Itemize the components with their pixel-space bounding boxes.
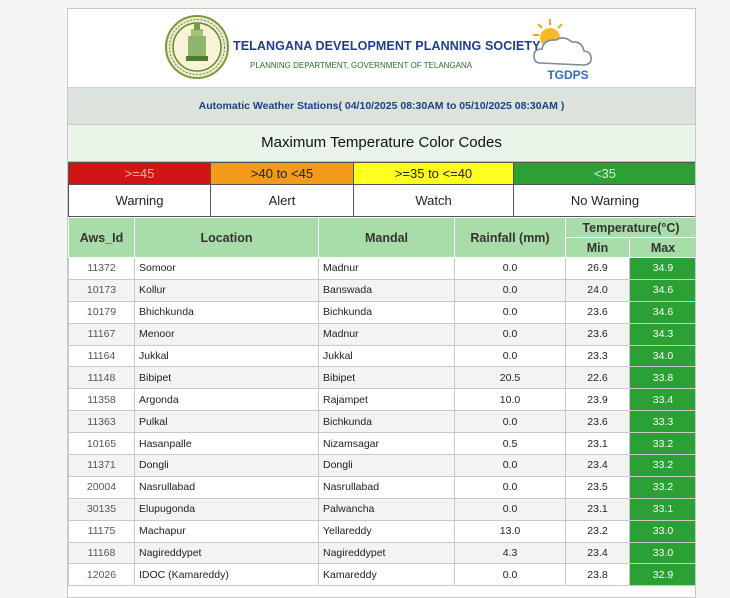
cell-max-temp: 33.1 xyxy=(630,498,697,520)
col-header-mandal: Mandal xyxy=(319,218,455,258)
cell-max-temp: 34.6 xyxy=(630,301,697,323)
cell-location: Bhichkunda xyxy=(135,301,319,323)
cell-min-temp: 23.8 xyxy=(566,564,630,586)
cell-min-temp: 23.1 xyxy=(566,433,630,455)
legend-label-watch: Watch xyxy=(354,185,514,217)
cell-location: Machapur xyxy=(135,520,319,542)
cell-aws-id: 20004 xyxy=(69,476,135,498)
color-codes-title: Maximum Temperature Color Codes xyxy=(68,125,695,162)
cell-mandal: Madnur xyxy=(319,258,455,280)
col-header-location: Location xyxy=(135,218,319,258)
org-name: TELANGANA DEVELOPMENT PLANNING SOCIETY xyxy=(233,39,541,53)
color-codes-legend xyxy=(68,162,696,217)
cell-mandal: Nagireddypet xyxy=(319,542,455,564)
cell-location: Hasanpalle xyxy=(135,433,319,455)
cell-rainfall: 0.0 xyxy=(455,323,566,345)
cell-rainfall: 0.5 xyxy=(455,433,566,455)
cell-min-temp: 23.4 xyxy=(566,542,630,564)
cell-max-temp: 33.2 xyxy=(630,476,697,498)
cell-rainfall: 0.0 xyxy=(455,455,566,477)
cell-rainfall: 0.0 xyxy=(455,301,566,323)
col-header-rainfall: Rainfall (mm) xyxy=(455,218,566,258)
cell-mandal: Nasrullabad xyxy=(319,476,455,498)
legend-label-warning: Warning xyxy=(69,185,211,217)
cell-max-temp: 32.9 xyxy=(630,564,697,586)
col-header-max: Max xyxy=(630,238,697,258)
cell-aws-id: 11175 xyxy=(69,520,135,542)
table-row xyxy=(69,542,697,564)
cell-aws-id: 11148 xyxy=(69,367,135,389)
cell-max-temp: 33.0 xyxy=(630,520,697,542)
cell-min-temp: 23.3 xyxy=(566,345,630,367)
cell-aws-id: 10173 xyxy=(69,279,135,301)
cell-location: Nasrullabad xyxy=(135,476,319,498)
report-page xyxy=(67,8,696,598)
cell-mandal: Rajampet xyxy=(319,389,455,411)
cell-aws-id: 11168 xyxy=(69,542,135,564)
cell-aws-id: 10179 xyxy=(69,301,135,323)
cell-max-temp: 34.0 xyxy=(630,345,697,367)
table-row xyxy=(69,564,697,586)
cell-rainfall: 0.0 xyxy=(455,498,566,520)
cell-rainfall: 0.0 xyxy=(455,258,566,280)
stations-period-title: Automatic Weather Stations( 04/10/2025 08:30AM to 05/10/2025 08:30AM ) xyxy=(68,88,695,125)
cell-max-temp: 33.8 xyxy=(630,367,697,389)
cell-rainfall: 0.0 xyxy=(455,564,566,586)
cell-min-temp: 23.2 xyxy=(566,520,630,542)
cell-location: Pulkal xyxy=(135,411,319,433)
cell-location: Kollur xyxy=(135,279,319,301)
legend-label-no-warning: No Warning xyxy=(514,185,697,217)
report-header xyxy=(68,9,695,88)
cell-mandal: Dongli xyxy=(319,455,455,477)
org-subtitle: PLANNING DEPARTMENT, GOVERNMENT OF TELANGANA xyxy=(250,61,473,70)
cell-min-temp: 23.9 xyxy=(566,389,630,411)
cell-mandal: Bibipet xyxy=(319,367,455,389)
cell-aws-id: 10165 xyxy=(69,433,135,455)
legend-label-alert: Alert xyxy=(211,185,354,217)
legend-range-watch: >=35 to <=40 xyxy=(354,163,514,185)
cell-min-temp: 23.6 xyxy=(566,323,630,345)
legend-range-warning: >=45 xyxy=(69,163,211,185)
cell-aws-id: 11164 xyxy=(69,345,135,367)
cell-aws-id: 11358 xyxy=(69,389,135,411)
cell-mandal: Palwancha xyxy=(319,498,455,520)
cell-rainfall: 0.0 xyxy=(455,279,566,301)
col-header-min: Min xyxy=(566,238,630,258)
cell-min-temp: 23.6 xyxy=(566,411,630,433)
cell-aws-id: 11363 xyxy=(69,411,135,433)
cell-location: Nagireddypet xyxy=(135,542,319,564)
cell-min-temp: 23.1 xyxy=(566,498,630,520)
cell-min-temp: 24.0 xyxy=(566,279,630,301)
cell-mandal: Yellareddy xyxy=(319,520,455,542)
cell-mandal: Banswada xyxy=(319,279,455,301)
cell-min-temp: 22.6 xyxy=(566,367,630,389)
table-row xyxy=(69,389,697,411)
cell-rainfall: 0.0 xyxy=(455,411,566,433)
cell-aws-id: 11167 xyxy=(69,323,135,345)
table-row xyxy=(69,258,697,280)
telangana-emblem-icon xyxy=(164,14,230,80)
cell-rainfall: 4.3 xyxy=(455,542,566,564)
cell-location: Jukkal xyxy=(135,345,319,367)
cell-rainfall: 0.0 xyxy=(455,345,566,367)
cell-max-temp: 34.3 xyxy=(630,323,697,345)
table-row xyxy=(69,476,697,498)
cell-location: IDOC (Kamareddy) xyxy=(135,564,319,586)
cell-max-temp: 33.2 xyxy=(630,433,697,455)
legend-range-alert: >40 to <45 xyxy=(211,163,354,185)
cell-mandal: Bichkunda xyxy=(319,301,455,323)
tgdps-weather-logo-icon xyxy=(520,13,600,85)
cell-min-temp: 23.5 xyxy=(566,476,630,498)
cell-location: Dongli xyxy=(135,455,319,477)
tgdps-logo-text: TGDPS xyxy=(547,68,589,82)
cell-min-temp: 26.9 xyxy=(566,258,630,280)
table-row xyxy=(69,520,697,542)
cell-rainfall: 0.0 xyxy=(455,476,566,498)
cell-rainfall: 20.5 xyxy=(455,367,566,389)
cell-mandal: Jukkal xyxy=(319,345,455,367)
cell-rainfall: 13.0 xyxy=(455,520,566,542)
table-row xyxy=(69,411,697,433)
cell-location: Somoor xyxy=(135,258,319,280)
cell-location: Menoor xyxy=(135,323,319,345)
table-row xyxy=(69,323,697,345)
weather-data-table xyxy=(68,217,696,586)
table-row xyxy=(69,279,697,301)
cell-location: Bibipet xyxy=(135,367,319,389)
cell-mandal: Kamareddy xyxy=(319,564,455,586)
table-row xyxy=(69,433,697,455)
cell-location: Argonda xyxy=(135,389,319,411)
table-row xyxy=(69,301,697,323)
cell-max-temp: 33.2 xyxy=(630,455,697,477)
cell-aws-id: 30135 xyxy=(69,498,135,520)
cell-max-temp: 33.0 xyxy=(630,542,697,564)
table-row xyxy=(69,345,697,367)
legend-range-no-warning: <35 xyxy=(514,163,697,185)
cell-max-temp: 34.6 xyxy=(630,279,697,301)
col-header-temperature: Temperature(°C) xyxy=(566,218,697,238)
cell-aws-id: 11372 xyxy=(69,258,135,280)
cell-max-temp: 33.4 xyxy=(630,389,697,411)
cell-mandal: Bichkunda xyxy=(319,411,455,433)
table-row xyxy=(69,455,697,477)
cell-rainfall: 10.0 xyxy=(455,389,566,411)
table-row xyxy=(69,498,697,520)
cell-mandal: Madnur xyxy=(319,323,455,345)
col-header-aws-id: Aws_Id xyxy=(69,218,135,258)
cell-aws-id: 11371 xyxy=(69,455,135,477)
cell-aws-id: 12026 xyxy=(69,564,135,586)
cell-min-temp: 23.6 xyxy=(566,301,630,323)
cell-min-temp: 23.4 xyxy=(566,455,630,477)
cell-max-temp: 34.9 xyxy=(630,258,697,280)
cell-mandal: Nizamsagar xyxy=(319,433,455,455)
table-row xyxy=(69,367,697,389)
cell-max-temp: 33.3 xyxy=(630,411,697,433)
cell-location: Elupugonda xyxy=(135,498,319,520)
